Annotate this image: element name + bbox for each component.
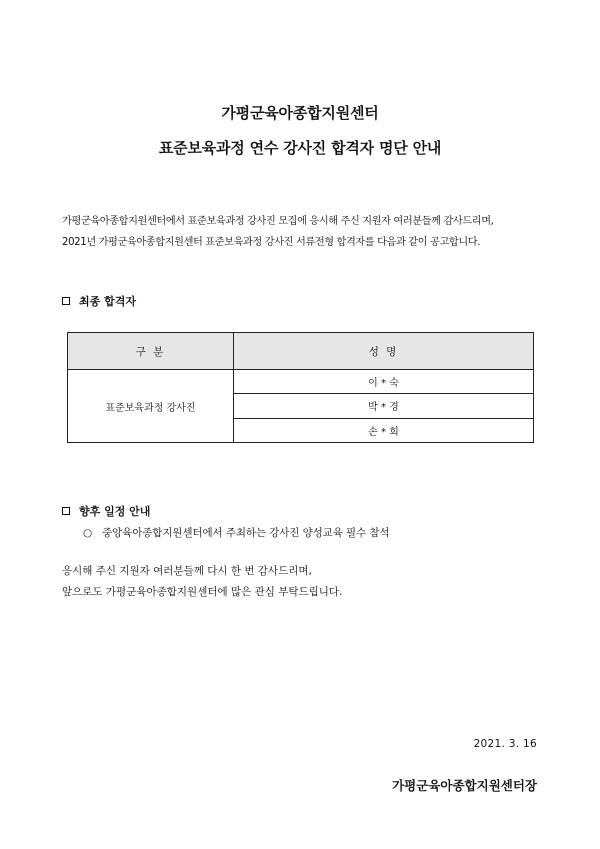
table-row: [68, 370, 534, 394]
intro-paragraph: [62, 211, 562, 253]
header-name: 성 명: [234, 333, 534, 370]
header-category: 구 분: [68, 333, 234, 370]
schedule-list-item: [83, 525, 389, 540]
checkbox-square-icon: [62, 507, 70, 515]
signature-line: 가평군육아종합지원센터장: [392, 778, 537, 793]
name-cell: 박 * 경: [234, 394, 534, 418]
page-title: 표준보육과정 연수 강사진 합격자 명단 안내: [158, 139, 442, 157]
table-header-row: [68, 333, 534, 370]
section-final-heading: [62, 293, 136, 309]
circle-bullet-icon: ○: [83, 527, 93, 539]
closing-line-1: 응시해 주신 지원자 여러분들께 다시 한 번 감사드리며,: [62, 565, 312, 577]
section-schedule-heading: [62, 503, 150, 519]
closing-paragraph: [62, 561, 342, 603]
section-final-label: 최종 합격자: [79, 295, 136, 308]
category-cell: 표준보육과정 강사진: [68, 370, 234, 443]
closing-line-2: 앞으로도 가평군육아종합지원센터에 많은 관심 부탁드립니다.: [62, 586, 343, 598]
section-schedule-label: 향후 일정 안내: [79, 505, 151, 518]
document-date: 2021. 3. 16: [473, 738, 537, 750]
final-roster-table: [67, 332, 534, 443]
intro-line-2: 2021년 가평군육아종합지원센터 표준보육과정 강사진 서류전형 합격자를 다음과 같이 공고합니다.: [62, 237, 481, 248]
name-cell: 이 * 숙: [234, 370, 534, 394]
organization-name: 가평군육아종합지원센터: [221, 104, 379, 122]
name-cell: 손 * 희: [234, 418, 534, 442]
checkbox-square-icon: [62, 297, 70, 305]
schedule-item-text: 중앙육아종합지원센터에서 주최하는 강사진 양성교육 필수 참석: [102, 527, 390, 539]
intro-line-1: 가평군육아종합지원센터에서 표준보육과정 강사진 모집에 응시해 주신 지원자 여러분들께 감사드리며,: [62, 216, 494, 227]
